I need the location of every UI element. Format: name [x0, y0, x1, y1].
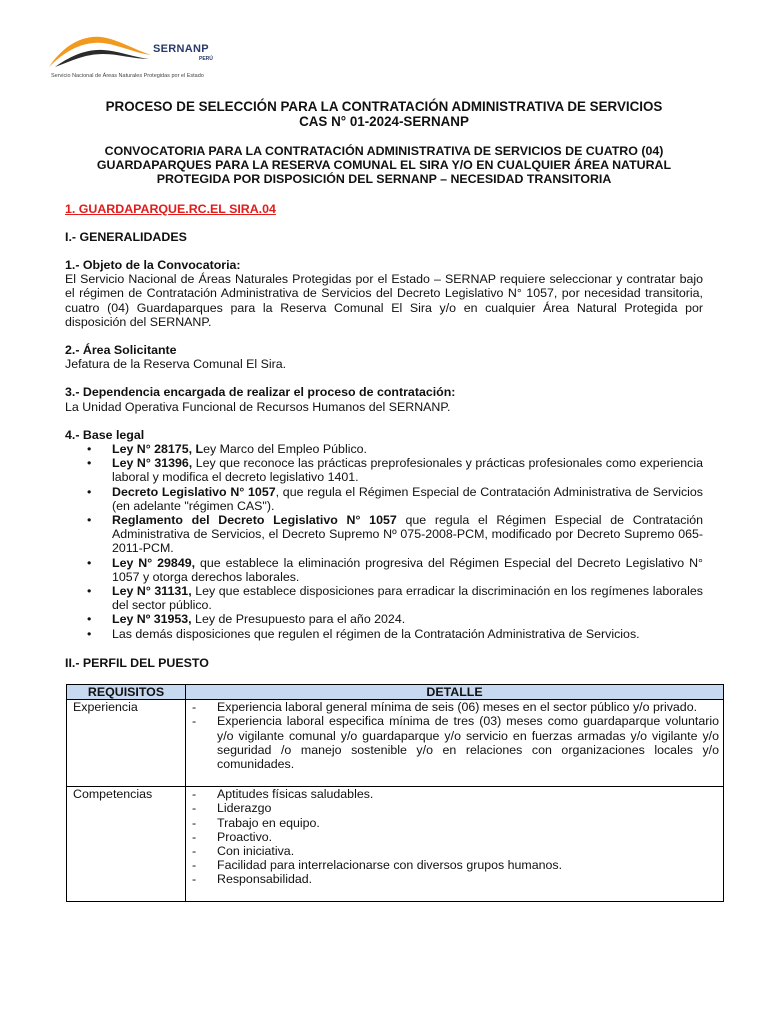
area-heading: 2.- Área Solicitante — [65, 343, 177, 358]
dependencia-block — [65, 385, 703, 413]
list-item: • Ley N° 31396, Ley que reconoce las prácticas preprofesionales y prácticas profesionales como experiencia laboral y modifica el decreto legislativo 1401. — [87, 456, 703, 485]
list-item: • Ley N° 28175, Ley Marco del Empleo Público. — [87, 442, 367, 457]
list-item: • Ley Nº 31953, Ley de Presupuesto para el año 2024. — [87, 612, 406, 627]
bullet-icon: • — [87, 626, 92, 641]
col-detalle-header: DETALLE — [186, 685, 724, 700]
bullet-icon: • — [87, 612, 92, 627]
list-item: • Las demás disposiciones que regulen el régimen de la Contratación Administrativa de Servicios. — [87, 626, 640, 641]
table-row — [67, 787, 724, 902]
area-text: Jefatura de la Reserva Comunal El Sira. — [65, 357, 287, 372]
detalle-cell — [186, 787, 724, 902]
list-item: • Ley N° 31131, Ley que establece disposiciones para erradicar la discriminación en los regímenes laborales del sector público. — [87, 584, 703, 613]
perfil-table — [66, 684, 724, 902]
dependencia-heading: 3.- Dependencia encargada de realizar el proceso de contratación: — [65, 385, 456, 400]
logo-country: PERÚ — [199, 56, 213, 62]
bullet-icon: • — [87, 484, 92, 499]
detalle-cell — [186, 700, 724, 787]
objeto-text: El Servicio Nacional de Áreas Naturales Protegidas por el Estado – SERNAP requiere seleccionar y contratar bajo el régimen de Contratación Administrativa de Servicios del Decreto Legislativo N° 1057, por necesidad transitoria, cuatro (04) Guardaparques para la Reserva Comunal El Sira y/o en cualquier Área Natural Protegida por disposición del SERNANP. — [65, 272, 703, 329]
section-generalidades-heading: I.- GENERALIDADES — [65, 229, 187, 244]
area-block — [65, 343, 703, 371]
detalle-item: - Con iniciativa. — [192, 844, 295, 859]
table-header-row — [67, 685, 724, 700]
detalle-item: - Facilidad para interrelacionarse con diversos grupos humanos. — [192, 858, 563, 873]
objeto-block — [65, 258, 703, 329]
bullet-icon: • — [87, 456, 92, 471]
bullet-icon: • — [87, 584, 92, 599]
document-body — [65, 99, 703, 670]
base-legal-block — [65, 428, 703, 641]
document-title: PROCESO DE SELECCIÓN PARA LA CONTRATACIÓN ADMINISTRATIVA DE SERVICIOS CAS N° 01-2024-SERNANP — [105, 99, 663, 129]
detalle-item: - Experiencia laboral general mínima de seis (06) meses en el sector público y/o privado. — [192, 700, 698, 715]
dependencia-text: La Unidad Operativa Funcional de Recursos Humanos del SERNANP. — [65, 399, 451, 414]
col-requisitos-header: REQUISITOS — [67, 685, 186, 700]
detalle-item: - Liderazgo — [192, 801, 272, 816]
detalle-item: - Experiencia laboral especifica mínima de tres (03) meses como guardaparque voluntario y/o vigilante comunal y/o guardaparque y/o servicio en fuerzas armadas y/o vigilante y/o seguridad /o manejo sostenible y/o en relaciones con organizaciones locales y/o comunidades. — [192, 714, 719, 772]
document-subtitle: CONVOCATORIA PARA LA CONTRATACIÓN ADMINISTRATIVA DE SERVICIOS DE CUATRO (04) GUARDAPARQUES PARA LA RESERVA COMUNAL EL SIRA Y/O EN CUALQUIER ÁREA NATURAL PROTEGIDA POR DISPOSICIÓN DEL SERNANP – NECESIDAD TRANSITORIA — [96, 144, 672, 187]
table-row — [67, 700, 724, 787]
bullet-icon: • — [87, 442, 92, 457]
section-perfil-heading: II.- PERFIL DEL PUESTO — [65, 655, 209, 670]
detalle-item: - Proactivo. — [192, 829, 273, 844]
bullet-icon: • — [87, 513, 92, 528]
detalle-item: - Trabajo en equipo. — [192, 815, 320, 830]
bullet-icon: • — [87, 555, 92, 570]
objeto-heading: 1.- Objeto de la Convocatoria: — [65, 258, 241, 273]
detalle-item: - Responsabilidad. — [192, 872, 313, 887]
base-legal-heading: 4.- Base legal — [65, 427, 145, 442]
position-link[interactable]: 1. GUARDAPARQUE.RC.EL SIRA.04 — [65, 201, 276, 216]
requisito-cell: Experiencia — [67, 700, 186, 787]
list-item: • Decreto Legislativo N° 1057, que regula el Régimen Especial de Contratación Administrativa de Servicios (en adelante "régimen CAS"). — [87, 484, 703, 513]
logo-tagline: Servicio Nacional de Áreas Naturales Protegidas por el Estado — [51, 73, 204, 79]
mountain-logo-icon — [45, 33, 155, 73]
sernanp-logo — [45, 33, 235, 83]
detalle-item: - Aptitudes físicas saludables. — [192, 787, 374, 802]
list-item: • Ley N° 29849, que establece la eliminación progresiva del Régimen Especial del Decreto Legislativo N° 1057 y otorga derechos laborales. — [87, 555, 703, 584]
base-legal-list — [65, 442, 703, 641]
logo-brand: SERNANP — [153, 43, 209, 55]
list-item: • Reglamento del Decreto Legislativo N° 1057 que regula el Régimen Especial de Contratación Administrativa de Servicios, el Decreto Supremo Nº 075-2008-PCM, modificado por Decreto Supremo 065-2011-PCM. — [87, 513, 703, 556]
requisito-cell: Competencias — [67, 787, 186, 902]
